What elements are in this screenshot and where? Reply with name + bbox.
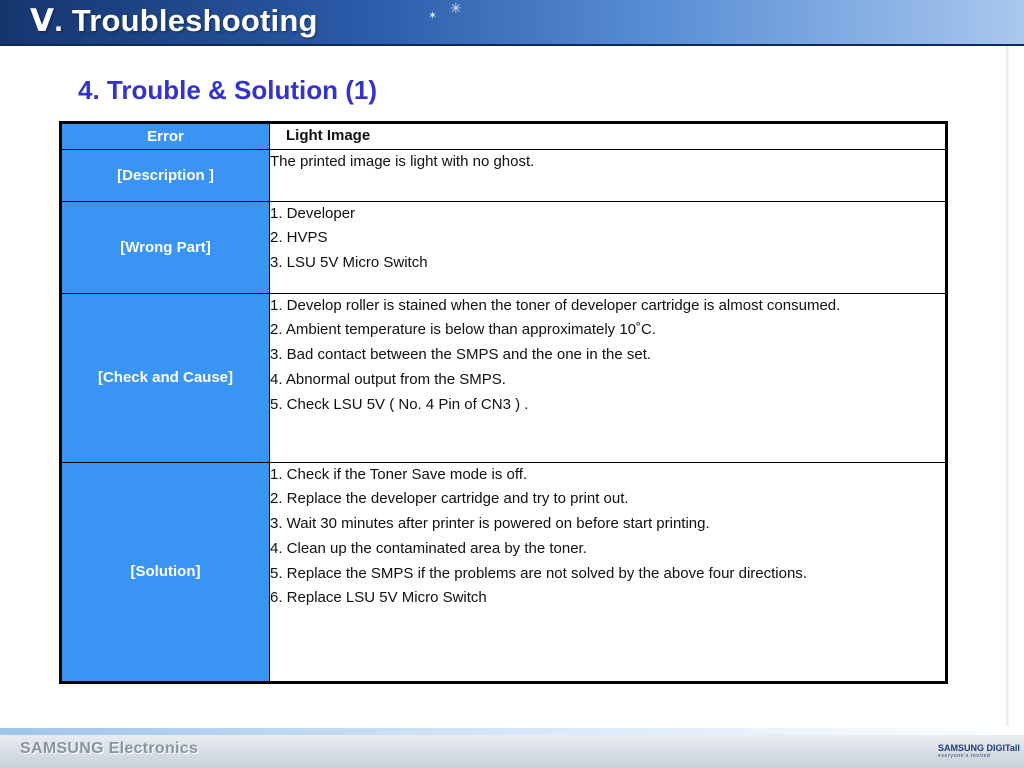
section-title: 4. Trouble & Solution (1) bbox=[78, 75, 377, 105]
error-value bbox=[270, 123, 947, 150]
line-text: 1. Develop roller is stained when the toner of developer cartridge is almost consumed. bbox=[270, 296, 841, 314]
line-text: 1. Check if the Toner Save mode is off. bbox=[270, 465, 528, 483]
side-decoration bbox=[1006, 46, 1009, 726]
line-text: 3. Wait 30 minutes after printer is powered on before start printing. bbox=[270, 515, 710, 533]
row-label: [Wrong Part] bbox=[61, 201, 270, 293]
table-row-solution bbox=[61, 462, 947, 682]
description-value bbox=[270, 149, 947, 201]
samsung-digitall-logo bbox=[938, 743, 1020, 759]
table-row-check-and-cause bbox=[61, 293, 947, 462]
footer-band bbox=[0, 728, 1024, 735]
samsung-electronics-logo: SAMSUNG Electronics bbox=[20, 740, 199, 757]
line-text: 4. Abnormal output from the SMPS. bbox=[270, 370, 506, 388]
digitall-logo-text: SAMSUNG DIGITall bbox=[938, 743, 1020, 753]
row-label: [Solution] bbox=[61, 462, 270, 682]
check-and-cause-value bbox=[270, 293, 947, 462]
wrong-part-value bbox=[270, 201, 947, 293]
line-text: 4. Clean up the contaminated area by the toner. bbox=[270, 539, 587, 557]
line-text: 2. Ambient temperature is below than approximately 10˚C. bbox=[270, 321, 657, 339]
slide-header bbox=[0, 0, 1024, 46]
table-row-description bbox=[61, 149, 947, 201]
row-label: [Description ] bbox=[61, 149, 270, 201]
row-label: [Check and Cause] bbox=[61, 293, 270, 462]
sparkle-icon: ✳ bbox=[450, 0, 462, 16]
line-text: 2. HVPS bbox=[270, 229, 328, 247]
slide-title: Ⅴ. Troubleshooting bbox=[30, 3, 318, 38]
slide-footer bbox=[0, 735, 1024, 768]
line-text: 1. Developer bbox=[270, 204, 356, 222]
troubleshooting-table bbox=[59, 121, 948, 684]
line-text: 3. Bad contact between the SMPS and the one in the set. bbox=[270, 346, 652, 364]
line-text: 5. Check LSU 5V ( No. 4 Pin of CN3 ) . bbox=[270, 395, 529, 413]
line-text: 5. Replace the SMPS if the problems are not solved by the above four directions. bbox=[270, 564, 807, 582]
solution-value bbox=[270, 462, 947, 682]
line-text: 3. LSU 5V Micro Switch bbox=[270, 254, 428, 272]
sparkle-icon: ✶ bbox=[428, 10, 438, 22]
table-row-wrong-part bbox=[61, 201, 947, 293]
table-row-error bbox=[61, 123, 947, 150]
line-text: Light Image bbox=[286, 127, 371, 144]
line-text: 2. Replace the developer cartridge and try to print out. bbox=[270, 490, 629, 508]
row-label: Error bbox=[61, 123, 270, 150]
line-text: 6. Replace LSU 5V Micro Switch bbox=[270, 589, 487, 607]
line-text: The printed image is light with no ghost. bbox=[270, 152, 535, 170]
digitall-tagline: everyone's invited bbox=[938, 753, 991, 759]
